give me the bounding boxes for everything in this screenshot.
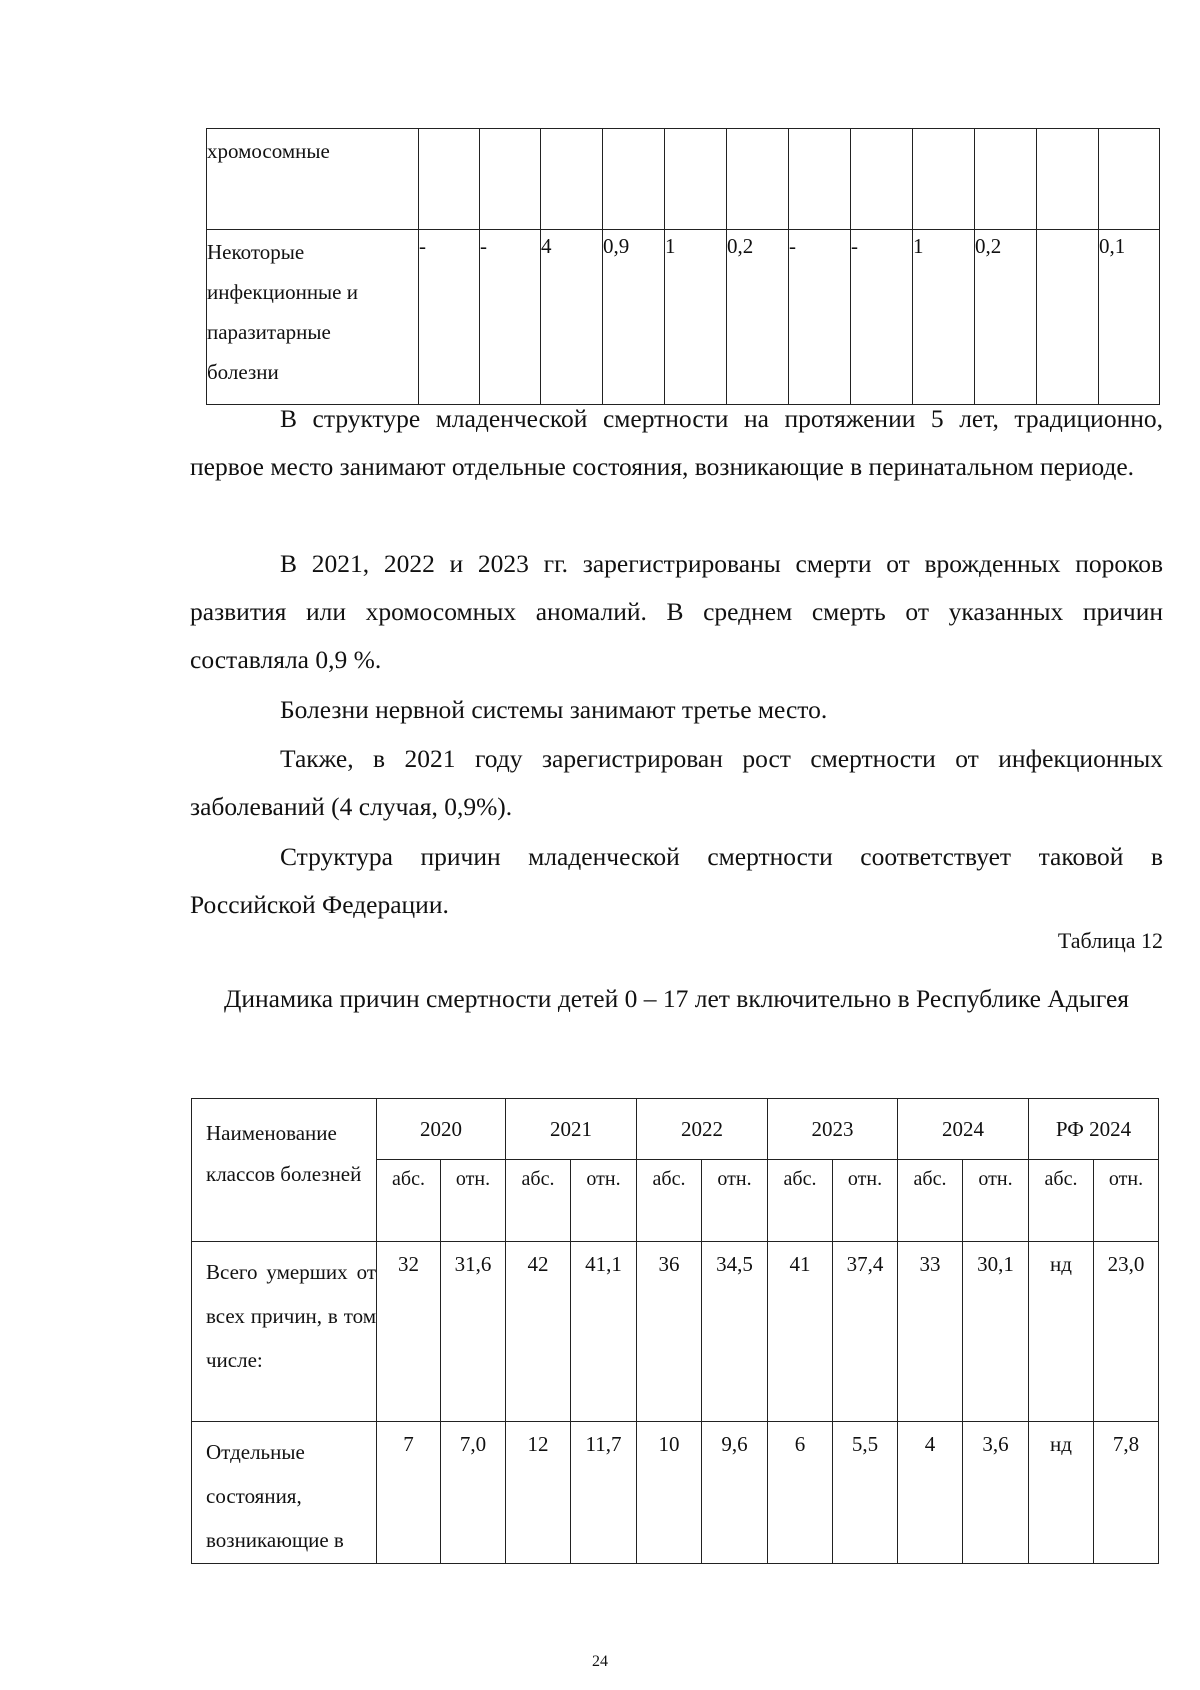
table-cell: 10 (637, 1422, 702, 1564)
column-header-abs: абс. (898, 1160, 963, 1242)
table-cell: 1 (913, 230, 975, 405)
table-cell (1037, 230, 1099, 405)
table-cell: 11,7 (571, 1422, 637, 1564)
column-header-year: РФ 2024 (1029, 1099, 1159, 1160)
row-name: хромосомные (207, 129, 419, 230)
table-row (207, 129, 1160, 230)
column-header-year: 2021 (506, 1099, 637, 1160)
paragraph (190, 395, 1163, 491)
column-header-rel: отн. (702, 1160, 768, 1242)
paragraph-text: Также, в 2021 году зарегистрирован рост смертности от инфекционных заболеваний (4 случая, 0,9%). (190, 744, 1163, 821)
table-cell (913, 129, 975, 230)
paragraph-text: Структура причин младенческой смертности соответствует таковой в Российской Федерации. (190, 842, 1163, 919)
column-header-abs: абс. (768, 1160, 833, 1242)
table-cell: 41 (768, 1242, 833, 1422)
column-header-rel: отн. (571, 1160, 637, 1242)
column-header-year: 2023 (768, 1099, 898, 1160)
row-name: Всего умерших от всех причин, в том числе: (192, 1242, 377, 1422)
column-header-rel: отн. (833, 1160, 898, 1242)
table-row (207, 230, 1160, 405)
table-cell (975, 129, 1037, 230)
paragraph-text: В структуре младенческой смертности на протяжении 5 лет, традиционно, первое место занимают отдельные состояния, возникающие в перинатальном периоде. (190, 404, 1163, 481)
table-cell (419, 129, 480, 230)
table-cell (1037, 129, 1099, 230)
column-header-year: 2024 (898, 1099, 1029, 1160)
table-cell (727, 129, 789, 230)
table-cell: - (789, 230, 851, 405)
table-cell: 9,6 (702, 1422, 768, 1564)
table-cell: - (480, 230, 541, 405)
table-cell (541, 129, 603, 230)
row-name-line: паразитарные (207, 320, 331, 344)
table-cell: 3,6 (963, 1422, 1029, 1564)
table-cell: 0,2 (727, 230, 789, 405)
bottom-table (191, 1098, 1159, 1564)
header-row (192, 1099, 1159, 1160)
column-header-abs: абс. (506, 1160, 571, 1242)
column-header-abs: абс. (1029, 1160, 1094, 1242)
paragraph-text: Болезни нервной системы занимают третье место. (280, 695, 828, 724)
table-cell (603, 129, 665, 230)
table-cell: нд (1029, 1422, 1094, 1564)
table-cell (851, 129, 913, 230)
table-row (192, 1422, 1159, 1564)
table-cell: 1 (665, 230, 727, 405)
table-cell: 34,5 (702, 1242, 768, 1422)
table-cell: 6 (768, 1422, 833, 1564)
table-cell: 23,0 (1094, 1242, 1159, 1422)
table-cell: 5,5 (833, 1422, 898, 1564)
table-cell: 41,1 (571, 1242, 637, 1422)
table-cell (1099, 129, 1160, 230)
table-cell (480, 129, 541, 230)
table-title: Динамика причин смертности детей 0 – 17 лет включительно в Республике Адыгея (223, 984, 1130, 1013)
column-header-rel: отн. (1094, 1160, 1159, 1242)
table-cell: 4 (541, 230, 603, 405)
table-cell: 0,1 (1099, 230, 1160, 405)
column-header-name: Наименование классов болезней (192, 1099, 377, 1242)
table-cell: 32 (377, 1242, 441, 1422)
row-name (207, 230, 419, 405)
paragraph (190, 686, 1163, 734)
table-cell (665, 129, 727, 230)
table-cell: 31,6 (441, 1242, 506, 1422)
top-table (206, 128, 1160, 405)
column-header-abs: абс. (377, 1160, 441, 1242)
row-name: Отдельные состояния, возникающие в (192, 1422, 377, 1564)
table-cell: 12 (506, 1422, 571, 1564)
paragraph (190, 540, 1163, 684)
table-cell: 7,8 (1094, 1422, 1159, 1564)
table-cell: 7,0 (441, 1422, 506, 1564)
column-header-year: 2020 (377, 1099, 506, 1160)
paragraph-text: В 2021, 2022 и 2023 гг. зарегистрированы смерти от врожденных пороков развития или хромосомных аномалий. В среднем смерть от указанных причин составляла 0,9 %. (190, 549, 1163, 674)
table-cell: 36 (637, 1242, 702, 1422)
table-cell (789, 129, 851, 230)
row-name-line: болезни (207, 360, 279, 384)
table-cell: 33 (898, 1242, 963, 1422)
table-cell: 42 (506, 1242, 571, 1422)
table-label: Таблица 12 (1057, 928, 1163, 953)
column-header-year: 2022 (637, 1099, 768, 1160)
table-cell: 7 (377, 1422, 441, 1564)
table-row (192, 1242, 1159, 1422)
row-name-line: инфекционные и (207, 280, 358, 304)
table-cell: 4 (898, 1422, 963, 1564)
table-cell: - (851, 230, 913, 405)
page-number: 24 (592, 1653, 608, 1670)
column-header-rel: отн. (963, 1160, 1029, 1242)
column-header-rel: отн. (441, 1160, 506, 1242)
table-cell: - (419, 230, 480, 405)
paragraph (190, 833, 1163, 929)
column-header-abs: абс. (637, 1160, 702, 1242)
row-name-line: Некоторые (207, 240, 305, 264)
table-cell: 0,2 (975, 230, 1037, 405)
table-cell: 30,1 (963, 1242, 1029, 1422)
table-cell: 0,9 (603, 230, 665, 405)
table-cell: нд (1029, 1242, 1094, 1422)
paragraph (190, 735, 1163, 831)
table-cell: 37,4 (833, 1242, 898, 1422)
